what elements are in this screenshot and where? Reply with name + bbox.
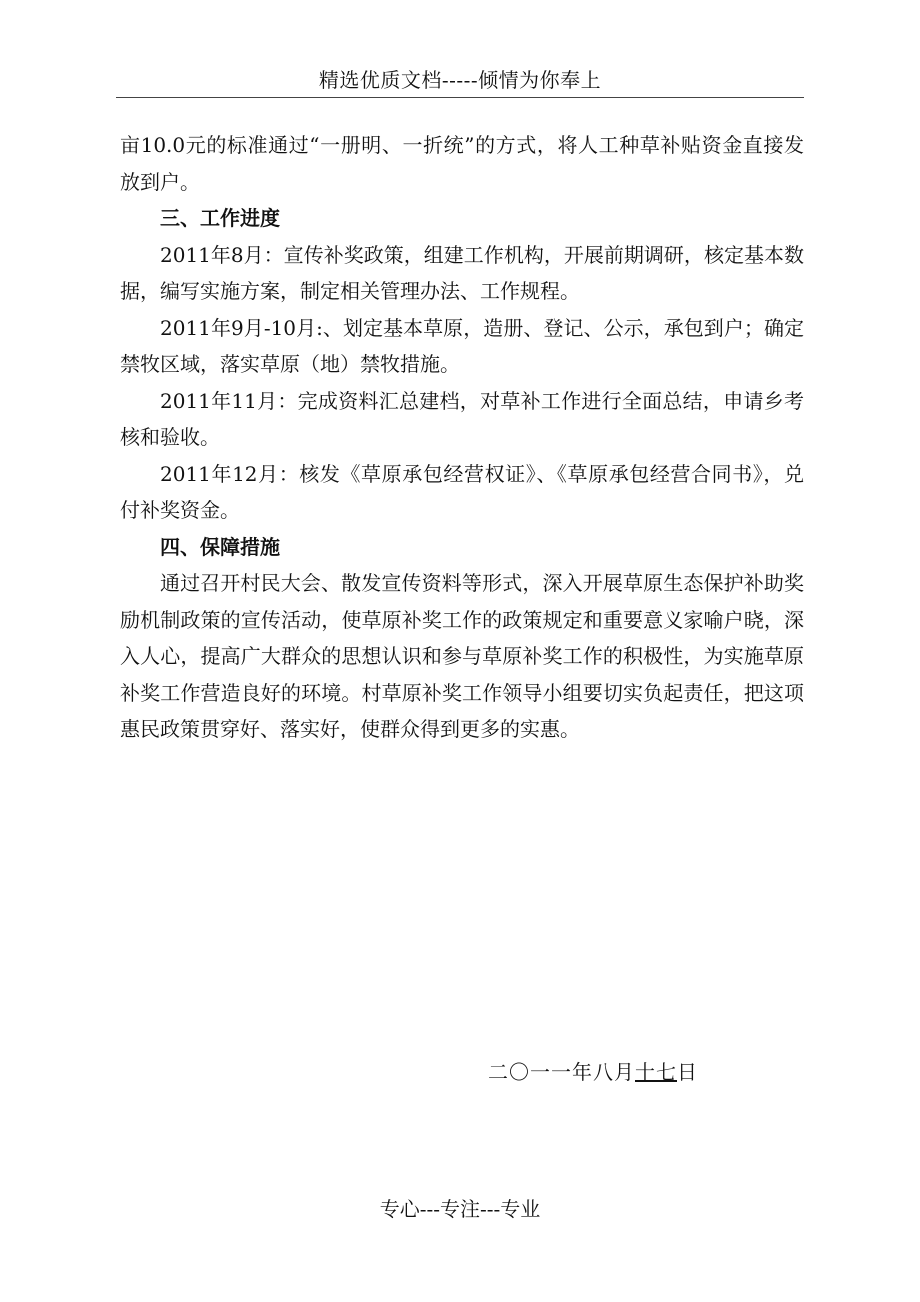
progress-item-august: 2011年8月：宣传补奖政策，组建工作机构，开展前期调研，核定基本数据，编写实施方案，制定相关管理办法、工作规程。: [120, 242, 804, 303]
progress-item-september-october: 2011年9月-10月:、划定基本草原，造册、登记、公示，承包到户；确定禁牧区域，落实草原（地）禁牧措施。: [120, 315, 804, 376]
section-heading-measures: 四、保障措施: [160, 534, 280, 559]
date-suffix: 日: [677, 1060, 698, 1084]
date-prefix: 二〇一一年八月: [488, 1060, 635, 1084]
page-footer: 专心---专注---专业: [379, 1197, 541, 1221]
signature-date: [488, 1058, 698, 1086]
document-body: [120, 127, 804, 748]
measures-paragraph: 通过召开村民大会、散发宣传资料等形式，深入开展草原生态保护补助奖励机制政策的宣传活动，使草原补奖工作的政策规定和重要意义家喻户晓，深入人心，提高广大群众的思想认识和参与草原补奖工作的积极性，为实施草原补奖工作营造良好的环境。村草原补奖工作领导小组要切实负起责任，把这项惠民政策贯穿好、落实好，使群众得到更多的实惠。: [120, 571, 804, 741]
section-heading-progress: 三、工作进度: [160, 206, 280, 230]
intro-paragraph: 亩10.0元的标准通过“一册明、一折统”的方式，将人工种草补贴资金直接发放到户。: [120, 133, 804, 194]
header-divider: [116, 97, 804, 98]
progress-item-november: 2011年11月：完成资料汇总建档，对草补工作进行全面总结，申请乡考核和验收。: [120, 388, 804, 449]
date-day-underlined: 十七: [635, 1060, 677, 1084]
page-header-title: 精选优质文档-----倾情为你奉上: [318, 68, 602, 92]
progress-item-december: 2011年12月：核发《草原承包经营权证》、《草原承包经营合同书》，兑付补奖资金。: [120, 461, 804, 522]
